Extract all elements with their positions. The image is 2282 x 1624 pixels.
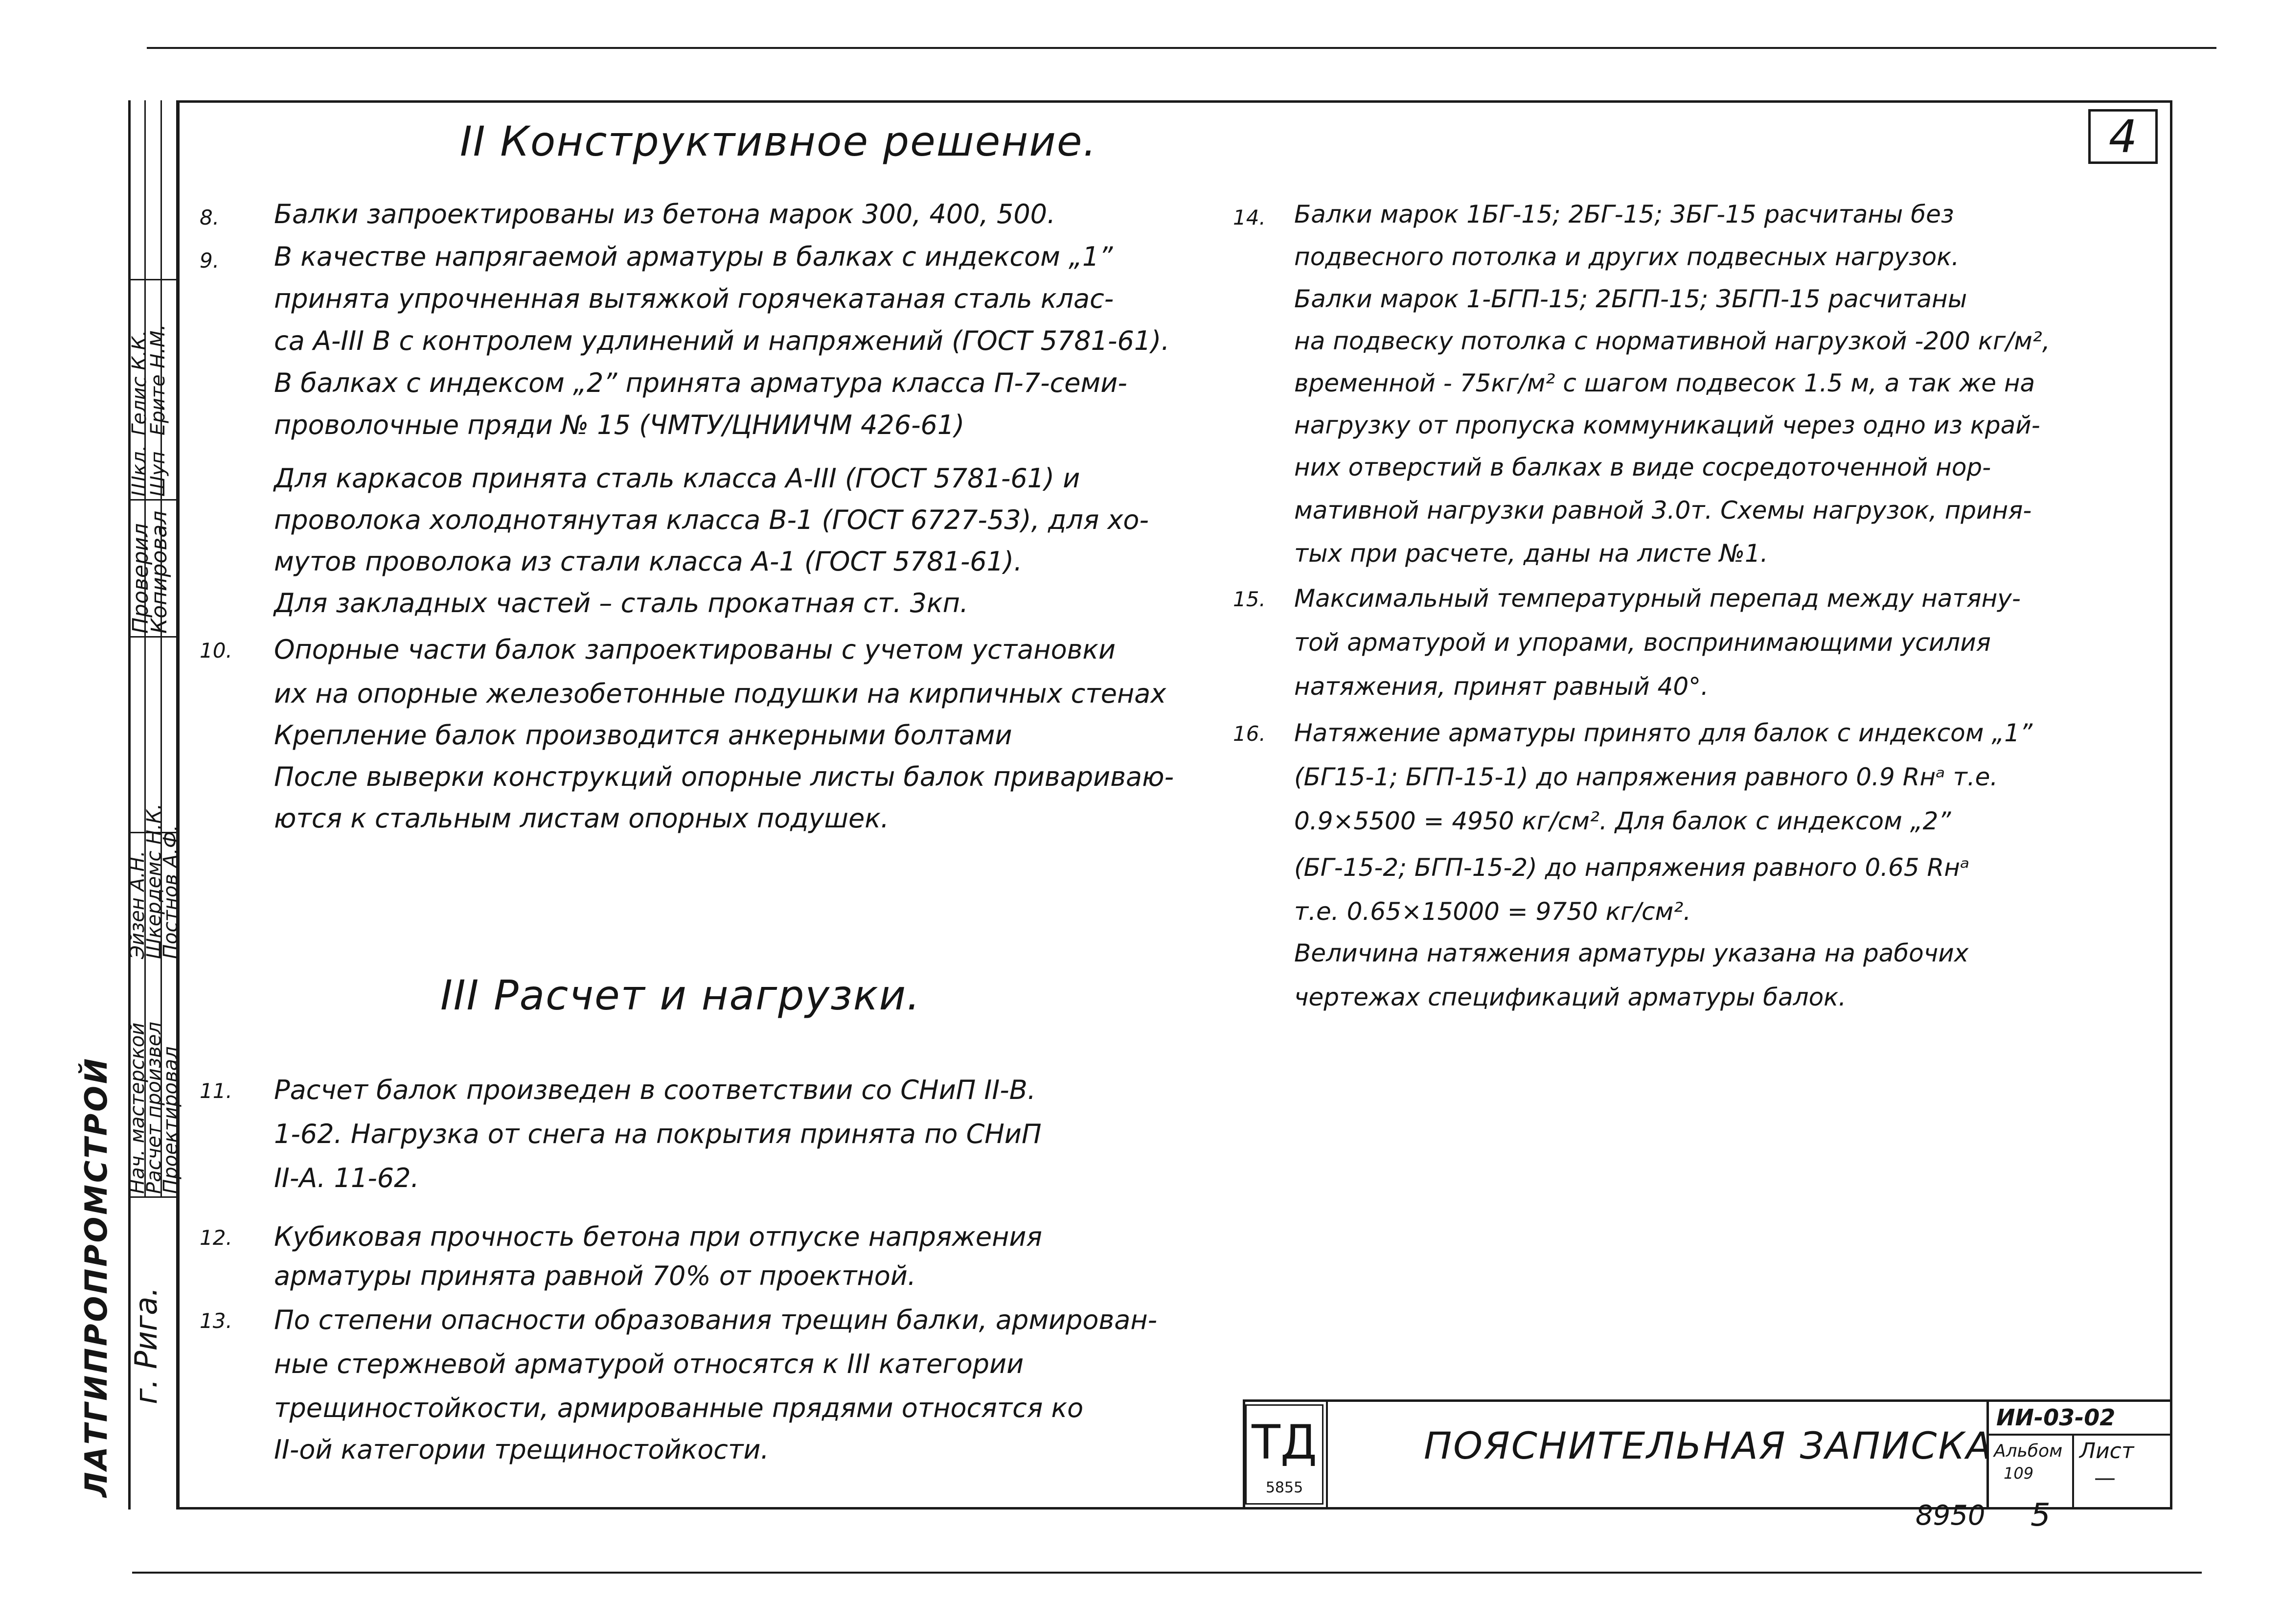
stamp-divider <box>128 636 176 638</box>
bottom-border-line <box>132 1572 2202 1574</box>
stamp-role: Проверил <box>128 523 153 634</box>
item-13-line: По степени опасности образования трещин балки, армирован- <box>274 1304 1158 1335</box>
item-9-line: мутов проволока из стали класса А-1 (ГОСТ 5781-61). <box>274 546 1023 577</box>
stamp-divider <box>128 1196 176 1198</box>
item-14-line: на подвеску потолка с нормативной нагрузкой -200 кг/м², <box>1294 327 2050 355</box>
item-14-line: тых при расчете, даны на листе №1. <box>1294 539 1768 568</box>
album-value: 109 <box>2004 1464 2034 1483</box>
section-2-title: II Конструктивное решение. <box>460 117 1097 165</box>
stamp-role: Нач. мастерской <box>126 1022 149 1194</box>
top-border-line <box>147 47 2216 49</box>
item-16-line: (БГ15-1; БГП-15-1) до напряжения равного 0.9 Rнᵃ т.е. <box>1294 763 1998 791</box>
item-13-line: II-ой категории трещиностойкости. <box>274 1434 769 1465</box>
section-3-title: III Расчет и нагрузки. <box>440 971 921 1019</box>
stamp-role: Шуп <box>147 451 169 497</box>
sheet-label: Лист <box>2079 1439 2134 1464</box>
item-16-line: т.е. 0.65×15000 = 9750 кг/см². <box>1294 897 1691 926</box>
item-15-line: Максимальный температурный перепад между натяну- <box>1294 584 2021 613</box>
item-12-line: Кубиковая прочность бетона при отпуске напряжения <box>274 1221 1043 1252</box>
stamp-name: Эйзен А.Н. <box>126 850 149 959</box>
sheet-number: 4 <box>2108 110 2138 163</box>
title-block-divider <box>2072 1434 2074 1510</box>
stamp-divider <box>128 499 176 501</box>
item-11-line: II-А. 11-62. <box>274 1163 419 1193</box>
item-11-line: 1-62. Нагрузка от снега на покрытия принята по СНиП <box>274 1119 1042 1149</box>
item-9-line: принята упрочненная вытяжкой горячекатаная сталь клас- <box>274 283 1114 314</box>
item-11-line: Расчет балок произведен в соответствии со СНиП II-В. <box>274 1075 1036 1105</box>
title-block-divider <box>1986 1434 2170 1436</box>
stamp-role: Проектировал <box>160 1046 182 1194</box>
item-14-line: подвесного потолка и других подвесных нагрузок. <box>1294 243 1960 271</box>
item-13-line: трещиностойкости, армированные прядями относятся ко <box>274 1393 1084 1423</box>
item-number: 16. <box>1233 722 1266 746</box>
logo-stamp <box>1245 1404 1324 1505</box>
item-15-line: той арматурой и упорами, воспринимающими усилия <box>1294 628 1991 657</box>
item-14-line: Балки марок 1БГ-15; 2БГ-15; 3БГ-15 расчитаны без <box>1294 200 1954 229</box>
city-name: г. Рига. <box>128 1287 164 1404</box>
item-12-line: арматуры принята равной 70% от проектной. <box>274 1260 916 1291</box>
item-10-line: Крепление балок производится анкерными болтами <box>274 720 1012 751</box>
organization-name: ЛАТГИПРОПРОМСТРОЙ <box>78 1056 114 1497</box>
item-13-line: ные стержневой арматурой относятся к III категории <box>274 1349 1024 1379</box>
title-block-divider <box>1326 1399 1328 1510</box>
footer-page: 5 <box>2031 1497 2051 1533</box>
item-number: 10. <box>200 639 232 663</box>
stamp-name: Гелис К.К. <box>128 330 151 435</box>
item-10-line: их на опорные железобетонные подушки на кирпичных стенах <box>274 678 1166 709</box>
item-16-line: 0.9×5500 = 4950 кг/см². Для балок с индексом „2” <box>1294 807 1951 835</box>
document-title: ПОЯСНИТЕЛЬНАЯ ЗАПИСКА <box>1424 1424 1993 1467</box>
logo-sub: 5855 <box>1265 1479 1303 1496</box>
item-9-line: В балках с индексом „2” принята арматура класса П-7-семи- <box>274 367 1127 398</box>
item-14-line: временной - 75кг/м² с шагом подвесок 1.5 м, а так же на <box>1294 369 2035 397</box>
item-9-line: проволочные пряди № 15 (ЧМТУ/ЦНИИЧМ 426-61) <box>274 410 965 440</box>
logo-mark: ТД <box>1252 1415 1317 1470</box>
item-number: 15. <box>1233 587 1266 611</box>
stamp-role: Шкл. <box>128 445 151 497</box>
item-9-line: Для закладных частей – сталь прокатная ст. 3кп. <box>274 588 969 618</box>
item-14-line: них отверстий в балках в виде сосредоточенной нор- <box>1294 453 1991 481</box>
item-16-line: Величина натяжения арматуры указана на рабочих <box>1294 939 1969 967</box>
item-9-line: В качестве напрягаемой арматуры в балках с индексом „1” <box>274 241 1113 272</box>
item-14-line: нагрузку от пропуска коммуникаций через одно из край- <box>1294 411 2040 439</box>
item-14-line: мативной нагрузки равной 3.0т. Схемы нагрузок, приня- <box>1294 496 2032 525</box>
item-14-line: Балки марок 1-БГП-15; 2БГП-15; 3БГП-15 расчитаны <box>1294 285 1967 313</box>
item-10-line: После выверки конструкций опорные листы балок привариваю- <box>274 761 1174 792</box>
stamp-role: Расчет произвел <box>143 1022 165 1194</box>
sheet-number-box <box>2088 109 2158 164</box>
document-code: ИИ-03-02 <box>1996 1404 2116 1431</box>
item-15-line: натяжения, принят равный 40°. <box>1294 672 1709 701</box>
item-16-line: чертежах спецификаций арматуры балок. <box>1294 983 1847 1011</box>
item-number: 9. <box>200 249 220 273</box>
stamp-name: Шкердемс Н.К. <box>143 803 165 959</box>
item-9-line: са А-III В с контролем удлинений и напряжений (ГОСТ 5781-61). <box>274 325 1170 356</box>
sheet-value: — <box>2094 1465 2116 1490</box>
item-9-line: проволока холоднотянутая класса В-1 (ГОСТ 6727-53), для хо- <box>274 504 1149 535</box>
item-number: 14. <box>1233 206 1266 229</box>
item-number: 13. <box>200 1309 232 1333</box>
stamp-role: Копировал <box>147 510 172 634</box>
album-label: Альбом <box>1994 1441 2063 1461</box>
item-9-line: Для каркасов принята сталь класса А-III (ГОСТ 5781-61) и <box>274 463 1080 494</box>
footer-number: 8950 <box>1916 1500 1985 1532</box>
item-number: 8. <box>200 206 220 229</box>
item-16-line: Натяжение арматуры принято для балок с индексом „1” <box>1294 719 2032 747</box>
item-number: 12. <box>200 1226 232 1250</box>
stamp-name: Ерите Н.М. <box>147 324 169 435</box>
item-10-line: ются к стальным листам опорных подушек. <box>274 803 889 834</box>
stamp-name: Постнов А.Ф. <box>160 825 182 959</box>
item-number: 11. <box>200 1079 232 1103</box>
stamp-divider <box>128 279 176 280</box>
item-16-line: (БГ-15-2; БГП-15-2) до напряжения равного 0.65 Rнᵃ <box>1294 853 1970 882</box>
item-8-line: Балки запроектированы из бетона марок 300, 400, 500. <box>274 199 1056 229</box>
item-10-line: Опорные части балок запроектированы с учетом установки <box>274 634 1116 665</box>
